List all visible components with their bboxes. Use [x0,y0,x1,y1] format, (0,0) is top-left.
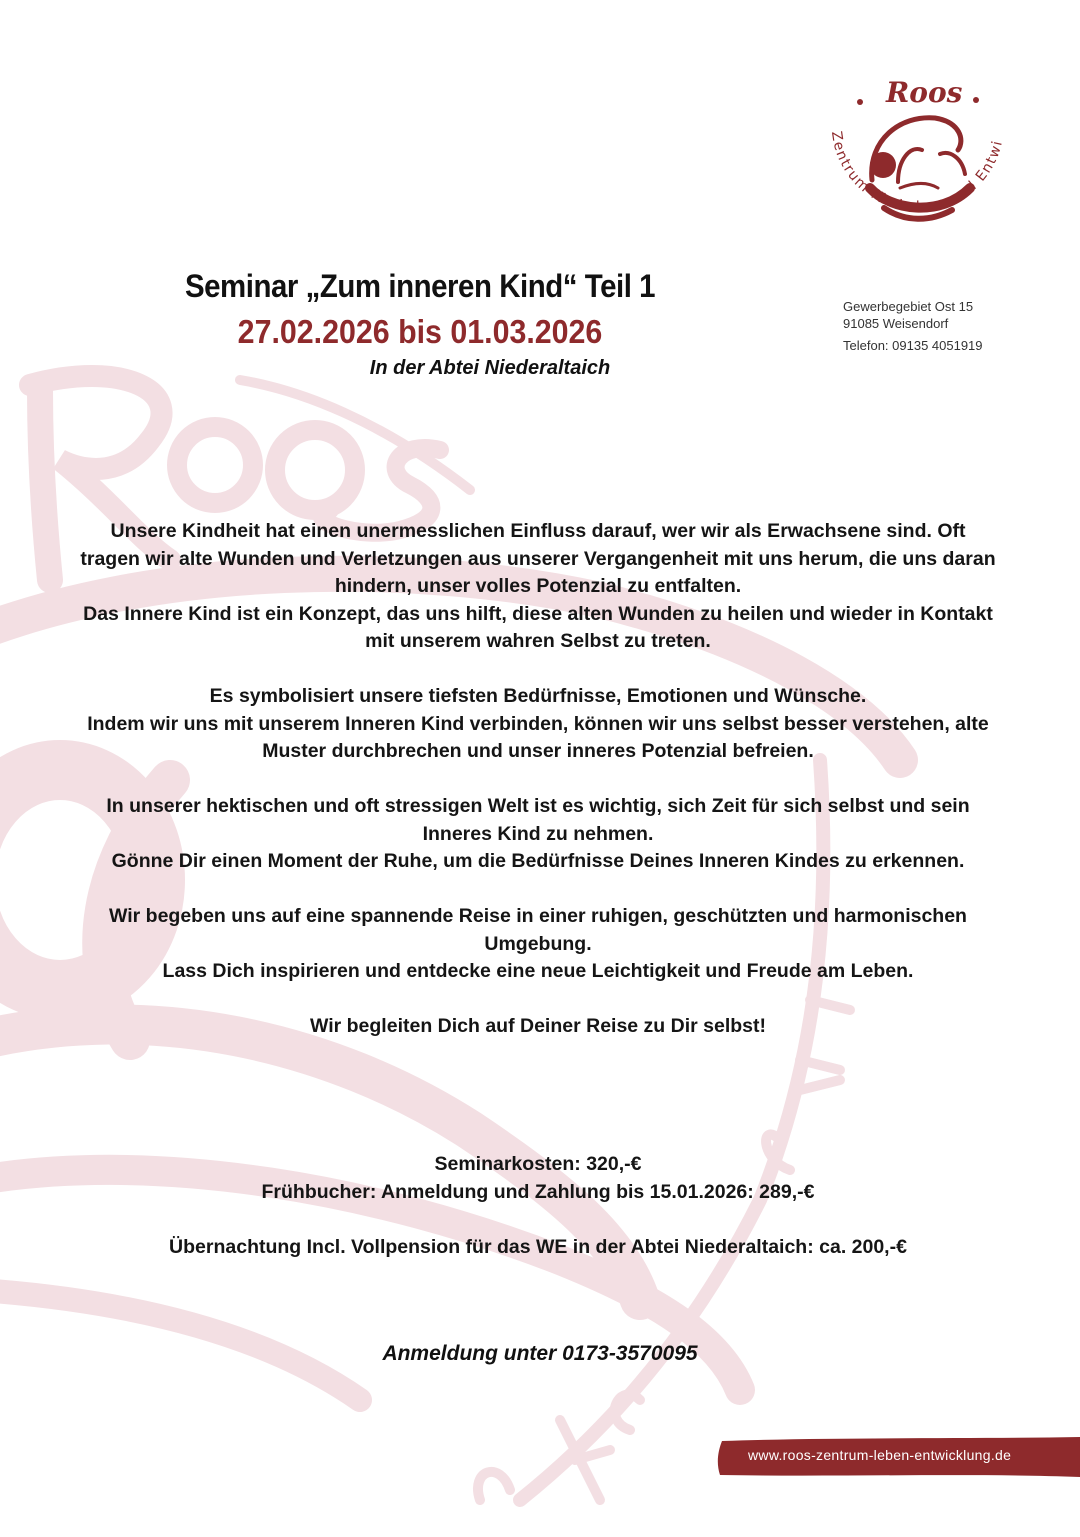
early-bird-cost: Frühbucher: Anmeldung und Zahlung bis 15.01.2026: 289,-€ [261,1180,815,1203]
paragraph-2a: Es symbolisiert unsere tiefsten Bedürfnisse, Emotionen und Wünsche. [209,685,867,707]
seminar-cost: Seminarkosten: 320,-€ [434,1153,642,1175]
website-banner[interactable] [716,1437,1080,1477]
paragraph-5: Wir begleiten Dich auf Deiner Reise zu Dir selbst! [309,1015,766,1037]
svg-text:Zentrum für Leben und Entwickl: Zentrum für Leben und Entwi [827,130,1007,216]
seminar-title: Seminar „Zum inneren Kind“ Teil 1 [184,268,656,304]
address-phone: Telefon: 09135 4051919 [843,338,983,353]
svg-text:Roos: Roos [886,76,963,109]
paragraph-3b: Gönne Dir einen Moment der Ruhe, um die Bedürfnisse Deines Inneren Kindes zu erkennen. [111,850,965,872]
address-street: Gewerbegebiet Ost 15 [843,299,974,314]
contact-address [843,298,983,354]
costs [80,1151,996,1261]
lodging-cost: Übernachtung Incl. Vollpension für das WE in der Abtei Niederaltaich: ca. 200,-€ [169,1235,907,1258]
paragraph-2b: Indem wir uns mit unserem Inneren Kind verbinden, können wir uns selbst besser verstehen, alte Muster durchbrechen und unser inneres Potenzial befreien. [87,712,989,762]
registration-phone: Anmeldung unter 0173-3570095 [382,1342,698,1365]
seminar-location: In der Abtei Niederaltaich [369,357,611,379]
seminar-dates: 27.02.2026 bis 01.03.2026 [237,313,603,350]
address-city: 91085 Weisendorf [843,316,949,331]
paragraph-3a: In unserer hektischen und oft stressigen Welt ist es wichtig, sich Zeit für sich selbst und sein Inneres Kind zu nehmen. [106,795,970,845]
paragraph-4a: Wir begeben uns auf eine spannende Reise in einer ruhigen, geschützten und harmonischen Umgebung. [109,905,967,955]
website-link[interactable]: www.roos-zentrum-leben-entwicklung.de [748,1447,1012,1463]
paragraph-1a: Unsere Kindheit hat einen unermesslichen Einfluss darauf, wer wir als Erwachsene sind. Oft tragen wir alte Wunden und Verletzungen aus unserer Vergangenheit mit uns herum, die uns daran hindern, unser volles Potenzial zu entfalten. [80,520,996,597]
paragraph-4b: Lass Dich inspirieren und entdecke eine neue Leichtigkeit und Freude am Leben. [162,960,914,982]
description [80,518,996,1041]
roos-logo [810,70,1020,270]
paragraph-1b: Das Innere Kind ist ein Konzept, das uns hilft, diese alten Wunden zu heilen und wieder in Kontakt mit unserem wahren Selbst zu treten. [83,602,993,652]
